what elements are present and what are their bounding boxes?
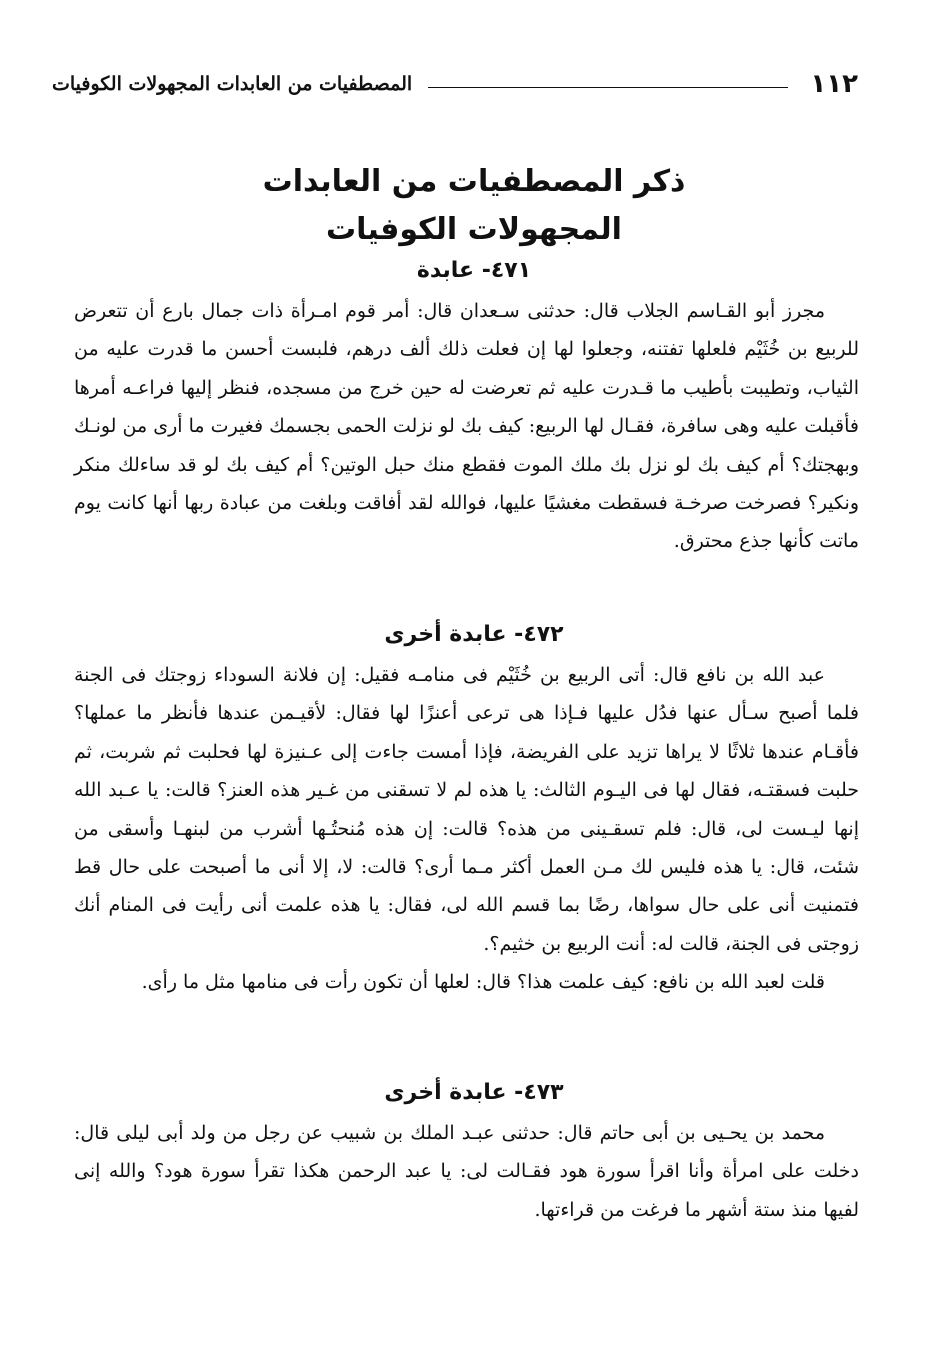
section-471-body xyxy=(74,292,859,561)
page-header xyxy=(52,62,858,106)
chapter-title-line-1: ذكر المصطفيات من العابدات xyxy=(262,164,686,199)
section-472-body xyxy=(74,656,859,1002)
chapter-title-line-2: المجهولات الكوفيات xyxy=(326,212,622,247)
section-473-body xyxy=(74,1114,859,1229)
paragraph: محمد بن يحـيى بن أبى حاتم قال: حدثنى عبـد الملك بن شبيب عن رجل من ولد أبى ليلى قال: دخلت على امرأة وأنا اقرأ سورة هود فقـالت لى: يا عبد الرحمن هكذا تقرأ سورة هود؟ والله إنى لفيها منذ ستة أشهر ما فرغت من قراءتها. xyxy=(74,1122,859,1221)
paragraph: مجرز أبو القـاسم الجلاب قال: حدثنى سـعدان قال: أمر قوم امـرأة ذات جمال بارع أن تتعرض للربيع بن خُثَيْم فلعلها تفتنه، وجعلوا لها إن فعلت ذلك ألف درهم، فلبست أحسن ما قدرت عليه من الثياب، وتطيبت بأطيب ما قـدرت عليه ثم تعرضت له حين خرج من مسجده، فنظر إليها فراعـه أمرها فأقبلت عليه وهى سافرة، فقـال لها الربيع: كيف بك لو نزلت الحمى بجسمك فغيرت ما أرى من لونـك وبهجتك؟ أم كيف بك لو نزل بك ملك الموت فقطع منك حبل الوتين؟ أم كيف بك لو قد ساءلك منكر ونكير؟ فصرخت صرخـة فسقطت مغشيًا عليها، فوالله لقد أفاقت وبلغت من عبادة ربها أنها كانت يوم ماتت كأنها جذع محترق. xyxy=(74,300,859,553)
section-heading-473: ٤٧٣- عابدة أخرى xyxy=(384,1080,564,1105)
section-heading-472: ٤٧٢- عابدة أخرى xyxy=(384,622,564,647)
page-number: ١١٢ xyxy=(810,69,858,99)
chapter-title xyxy=(100,158,848,254)
running-title: المصطفيات من العابدات المجهولات الكوفيات xyxy=(52,73,413,95)
header-rule xyxy=(428,87,788,88)
paragraph: قلت لعبد الله بن نافع: كيف علمت هذا؟ قال: لعلها أن تكون رأت فى منامها مثل ما رأى. xyxy=(141,971,825,994)
section-heading-471: ٤٧١- عابدة xyxy=(416,258,532,283)
paragraph: عبد الله بن نافع قال: أتى الربيع بن خُثَيْم فى منامـه فقيل: إن فلانة السوداء زوجتك فى الجنة فلما أصبح سـأل عنها فدُل عليها فـإذا هى ترعى أعنزًا لها فقال: لأقيـمن عندها فأنظر ما عملها؟ فأقـام عندها ثلاثًا لا يراها تزيد على الفريضة، فإذا أمست جاءت إلى عـنيزة لها فحلبت ثم شربت، ثم حلبت فسقتـه، فقال لها فى اليـوم الثالث: يا هذه لم لا تسقنى من غـير هذه العنز؟ قالت: يا عـبد الله إنها ليـست لى، قال: فلم تسقـينى من هذه؟ قالت: إن هذه مُنحتُـها أشرب من لبنهـا وأسقى من شئت، قال: يا هذه فليس لك مـن العمل أكثر مـما أرى؟ قالت: لا، إلا أنى ما أصبحت على حال قط فتمنيت أنى على حال سواها، رضًا بما قسم الله لى، فقال: يا هذه علمت أنى رأيت فى المنام أنك زوجتى فى الجنة، قالت له: أنت الربيع بن خثيم؟. xyxy=(74,664,859,955)
